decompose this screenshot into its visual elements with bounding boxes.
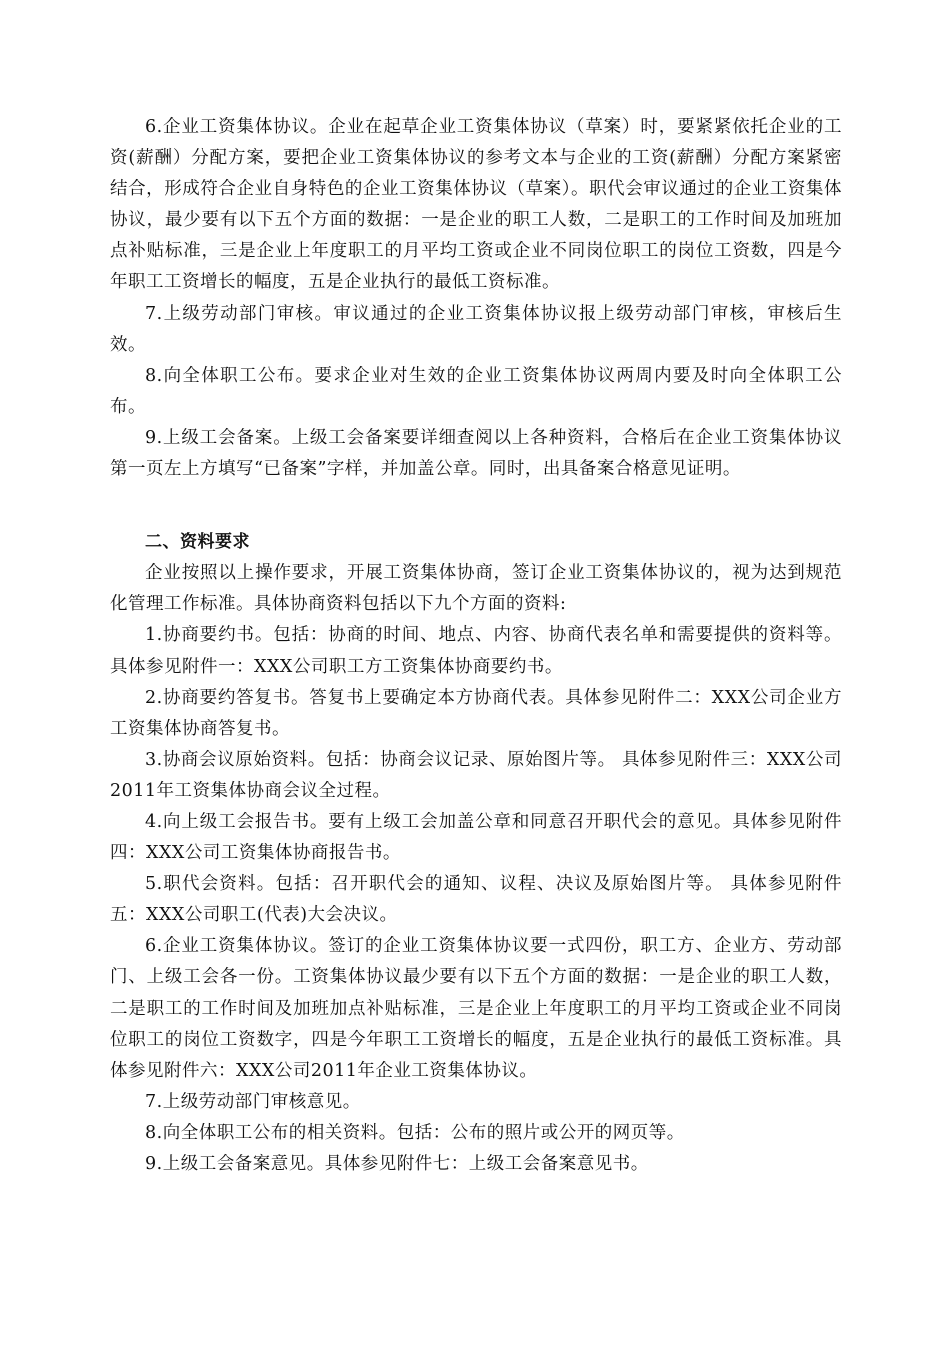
section-two-item-6: 6.企业工资集体协议。签订的企业工资集体协议要一式四份，职工方、企业方、劳动部门、上级工会各一份。工资集体协议最少要有以下五个方面的数据：一是企业的职工人数，二是职工的工作时间及加班加点补贴标准，三是企业上年度职工的月平均工资或企业不同岗位职工的岗位工资数字，四是今年职工工资增长的幅度，五是企业执行的最低工资标准。具体参见附件六：XXX公司2011年企业工资集体协议。: [110, 936, 842, 1081]
section-two-item-4: 4.向上级工会报告书。要有上级工会加盖公章和同意召开职代会的意见。具体参见附件四：XXX公司工资集体协商报告书。: [110, 811, 842, 864]
section-one-item-9: 9.上级工会备案。上级工会备案要详细查阅以上各种资料，合格后在企业工资集体协议第一页左上方填写“已备案”字样，并加盖公章。同时，出具备案合格意见证明。: [110, 427, 842, 480]
section-two-item-2: 2.协商要约答复书。答复书上要确定本方协商代表。具体参见附件二：XXX公司企业方工资集体协商答复书。: [110, 687, 842, 739]
section-two-item-5: 5.职代会资料。包括：召开职代会的通知、议程、决议及原始图片等。 具体参见附件五：XXX公司职工(代表)大会决议。: [110, 874, 842, 926]
section-two-item-1: 1.协商要约书。包括：协商的时间、地点、内容、协商代表名单和需要提供的资料等。具体参见附件一：XXX公司职工方工资集体协商要约书。: [110, 625, 842, 677]
section-one-item-7: 7.上级劳动部门审核。审议通过的企业工资集体协议报上级劳动部门审核，审核后生效。: [110, 303, 842, 355]
section-two-item-8: 8.向全体职工公布的相关资料。包括：公布的照片或公开的网页等。: [145, 1122, 685, 1143]
section-one-item-8: 8.向全体职工公布。要求企业对生效的企业工资集体协议两周内要及时向全体职工公布。: [110, 365, 842, 417]
section-two-item-9: 9.上级工会备案意见。具体参见附件七：上级工会备案意见书。: [145, 1154, 649, 1174]
section-two-item-7: 7.上级劳动部门审核意见。: [145, 1091, 361, 1112]
section-two-heading: 二、资料要求: [145, 532, 250, 553]
section-one-item-6: 6.企业工资集体协议。企业在起草企业工资集体协议（草案）时，要紧紧依托企业的工资(薪酬）分配方案，要把企业工资集体协议的参考文本与企业的工资(薪酬）分配方案紧密结合，形成符合企业自身特色的企业工资集体协议（草案）。职代会审议通过的企业工资集体协议，最少要有以下五个方面的数据：一是企业的职工人数，二是职工的工作时间及加班加点补贴标准，三是企业上年度职工的月平均工资或企业不同岗位职工的岗位工资数，四是今年职工工资增长的幅度，五是企业执行的最低工资标准。: [110, 117, 842, 293]
section-two-intro: 企业按照以上操作要求，开展工资集体协商，签订企业工资集体协议的，视为达到规范化管理工作标准。具体协商资料包括以下九个方面的资料:: [110, 563, 842, 615]
document-page: [110, 112, 842, 1180]
section-two-item-3: 3.协商会议原始资料。包括：协商会议记录、原始图片等。 具体参见附件三：XXX公司2011年工资集体协商会议全过程。: [110, 749, 842, 801]
